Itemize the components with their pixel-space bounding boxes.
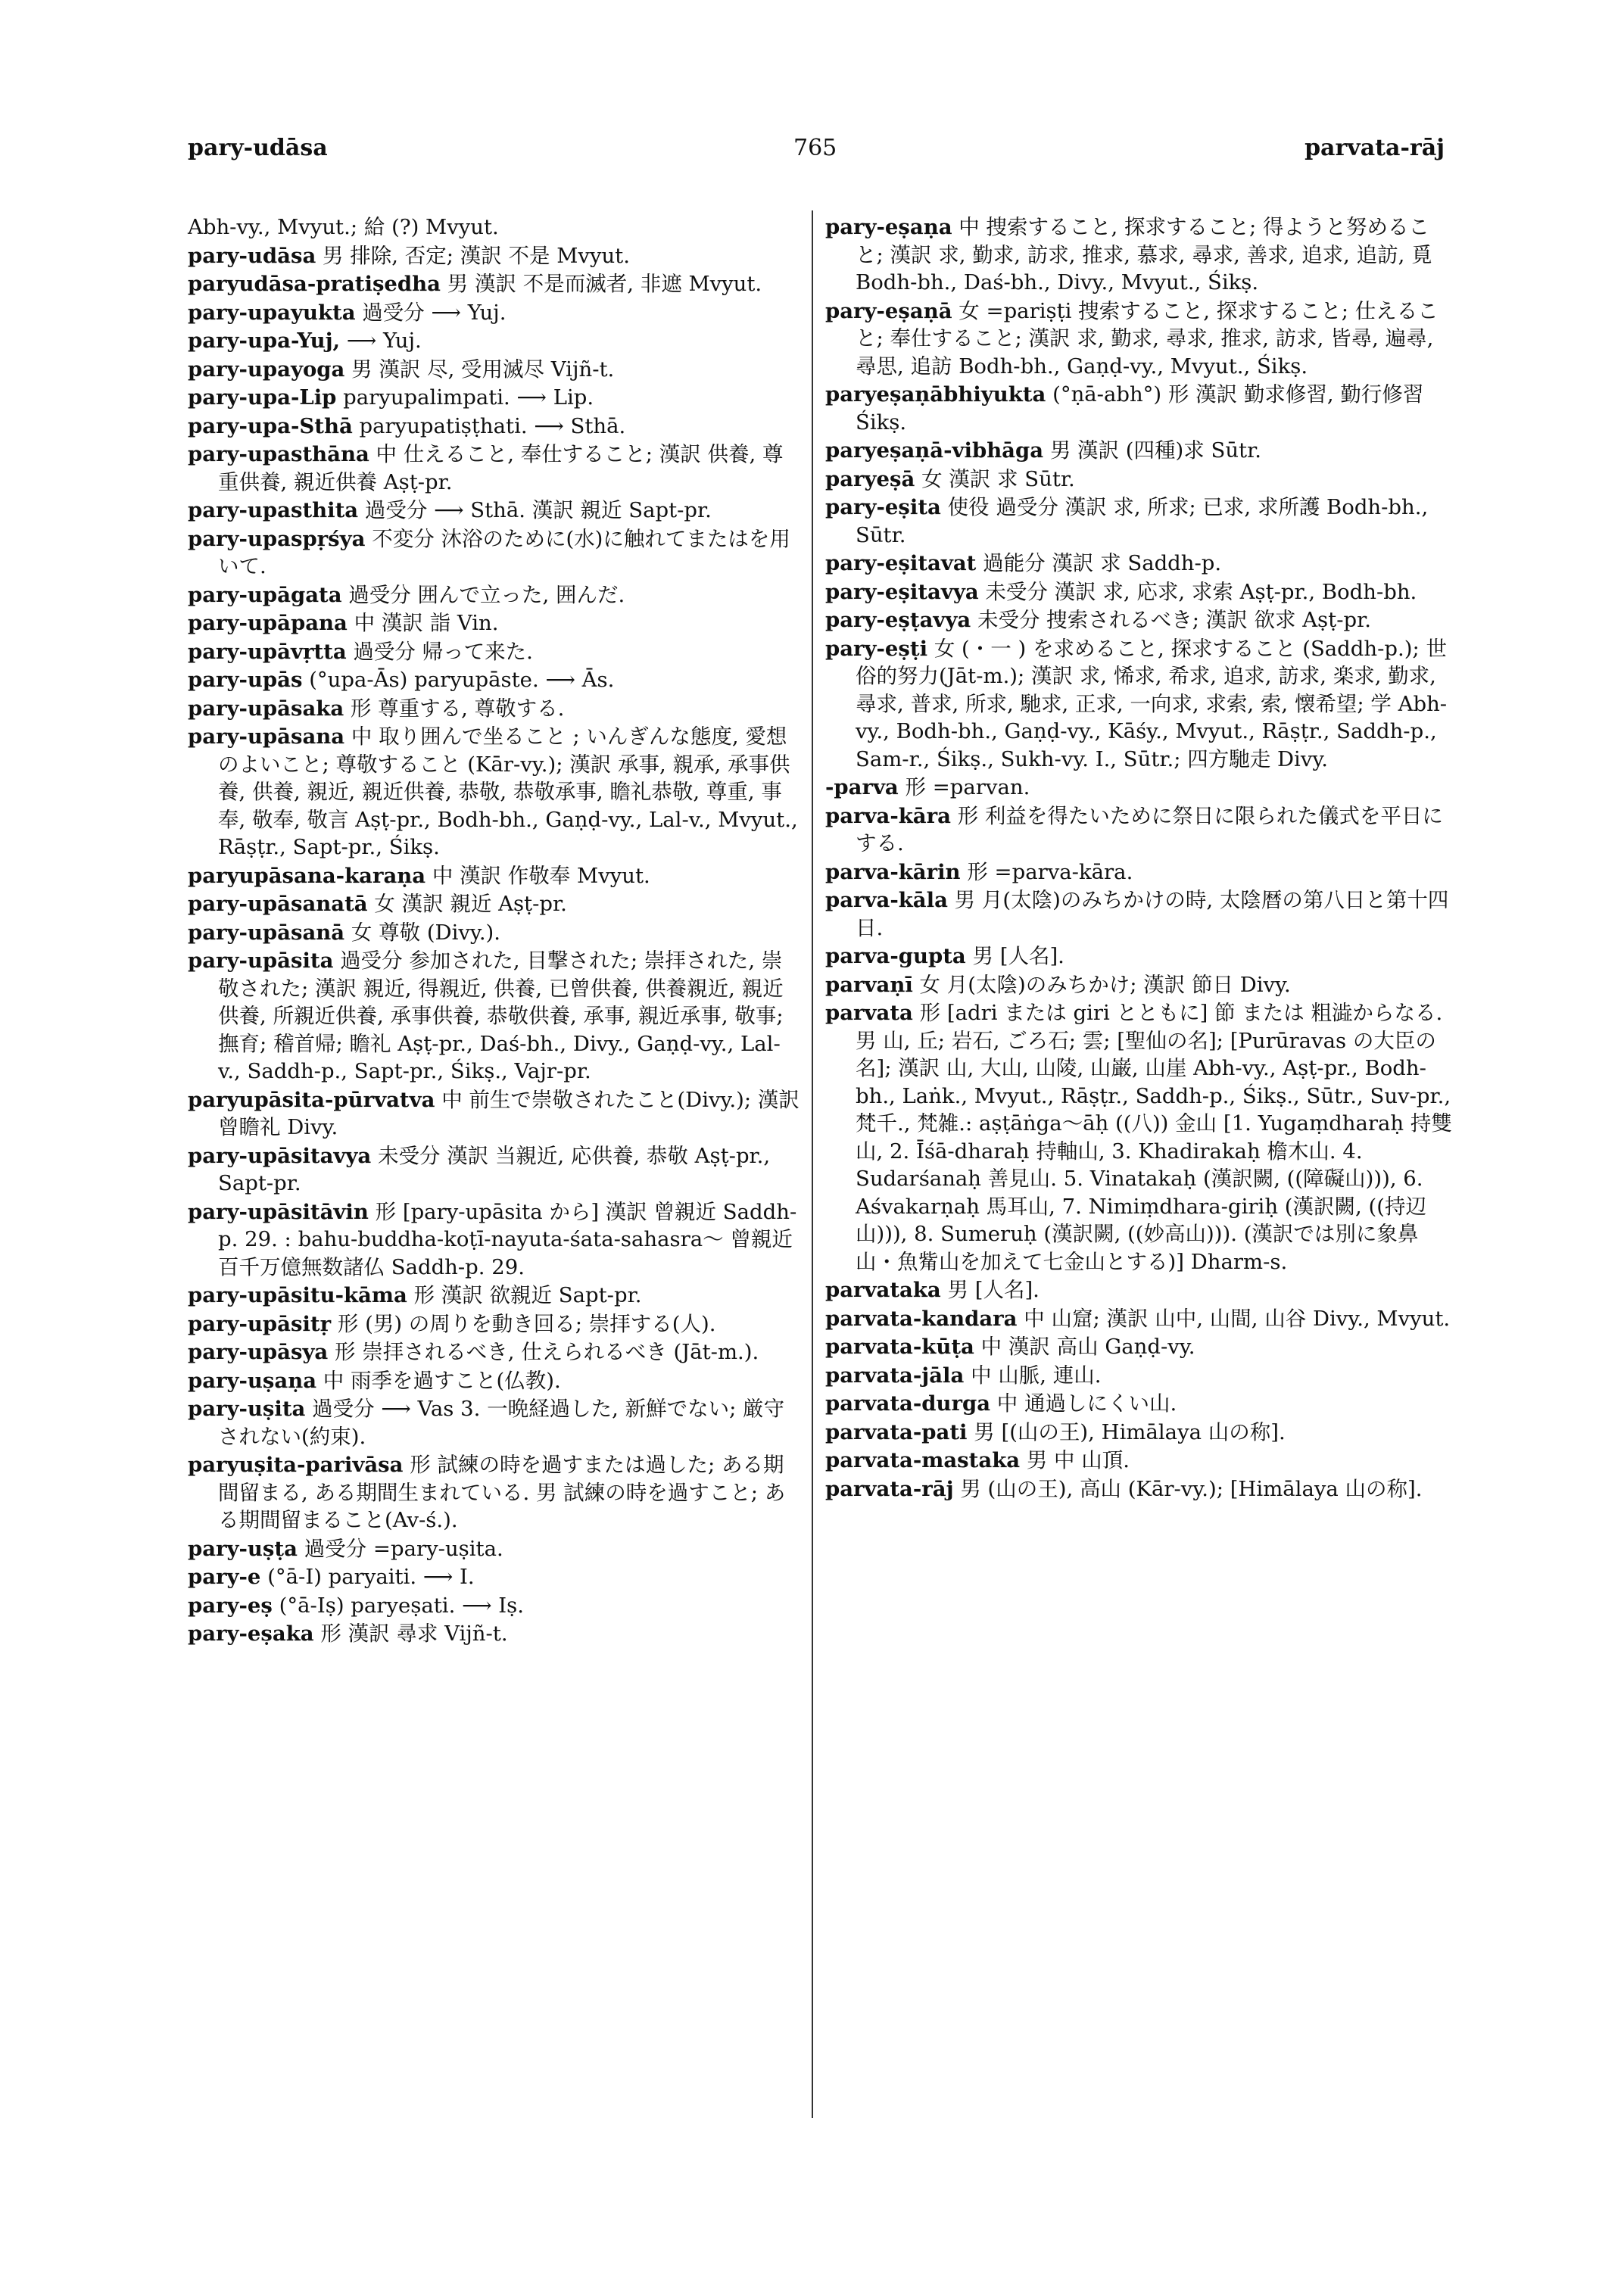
entry-definition: 形 崇拝されるべき, 仕えられるべき (Jāt-m.).	[335, 1340, 759, 1364]
entry-headword: pary-eṣṭi	[825, 636, 928, 661]
entry-headword: parva-kārin	[825, 859, 961, 884]
column-divider	[812, 210, 813, 2118]
entry-headword: pary-upāsitavya	[188, 1143, 372, 1168]
dictionary-entry	[825, 578, 1454, 606]
entry-headword: pary-upāsya	[188, 1340, 329, 1364]
entry-definition: 形 漢訳 尋求 Vijñ-t.	[320, 1622, 508, 1646]
entry-headword: pary-upāsita	[188, 949, 334, 973]
dictionary-entry	[825, 437, 1454, 465]
dictionary-entry	[188, 1338, 801, 1366]
entry-definition: 男 月(太陰)のみちかけの時, 太陰暦の第八日と第十四日.	[856, 888, 1449, 940]
entry-definition: 男 [人名].	[972, 944, 1064, 968]
entry-definition: 男 (山の王), 高山 (Kār-vy.); [Himālaya 山の称].	[960, 1476, 1423, 1501]
entry-headword: parvataka	[825, 1278, 941, 1302]
entry-headword: pary-upāsitāvin	[188, 1199, 369, 1224]
entry-headword: parvata-pati	[825, 1419, 968, 1444]
entry-headword: paryuṣita-parivāsa	[188, 1453, 404, 1477]
entry-definition: 中 通過しにくい山.	[996, 1391, 1177, 1416]
entry-headword: parvata-kūṭa	[825, 1335, 974, 1359]
header-last-headword: parvata-rāj	[1304, 135, 1445, 161]
dictionary-entry	[188, 497, 801, 525]
entry-definition: 不変分 沐浴のために(水)に触れてまたはを用いて.	[218, 526, 790, 578]
dictionary-entry	[825, 213, 1454, 297]
dictionary-entry	[188, 890, 801, 918]
dictionary-entry	[825, 494, 1454, 549]
entry-definition: 形 試練の時を過すまたは過した; ある期間留まる, ある期間生まれている. 男 試練の時を過すこと; ある期間留まること(Av-ś.).	[218, 1453, 786, 1532]
entry-headword: pary-udāsa	[188, 243, 316, 268]
entry-definition: 男 排除, 否定; 漢訳 不是 Mvyut.	[323, 243, 630, 268]
entry-definition: 形 (男) の周りを動き回る; 崇拝する(人).	[337, 1311, 716, 1336]
dictionary-entry	[188, 1142, 801, 1198]
entry-headword: pary-upāgata	[188, 582, 342, 607]
dictionary-entry	[188, 299, 801, 327]
entry-definition: 過能分 漢訳 求 Saddh-p.	[983, 551, 1222, 575]
entry-definition: (°upa-Ās) paryupāste. ⟶ Ās.	[309, 668, 615, 692]
entry-headword: parvaṇī	[825, 972, 913, 997]
page-number: 765	[793, 135, 837, 161]
entry-headword: pary-eṣ	[188, 1593, 273, 1618]
entry-headword: paryeṣaṇābhiyukta	[825, 382, 1046, 407]
entry-headword: parvata-rāj	[825, 1476, 954, 1501]
dictionary-entry	[825, 1305, 1454, 1333]
entry-definition: 形 漢訳 欲親近 Sapt-pr.	[413, 1283, 642, 1307]
entry-headword: pary-upaspṛśya	[188, 526, 366, 551]
dictionary-entry	[825, 886, 1454, 942]
dictionary-entry	[188, 413, 801, 441]
entry-definition: 女 月(太陰)のみちかけ; 漢訳 節日 Divy.	[919, 972, 1291, 997]
dictionary-entry	[825, 999, 1454, 1276]
entry-headword: pary-e	[188, 1565, 261, 1589]
dictionary-entry	[188, 1282, 801, 1310]
header-first-headword: pary-udāsa	[188, 135, 328, 161]
entry-headword: pary-eṣaṇā	[825, 298, 952, 323]
dictionary-entry	[188, 213, 801, 241]
entry-headword: parvata-kandara	[825, 1306, 1018, 1331]
entry-headword: pary-upāsana	[188, 724, 345, 749]
entry-headword: pary-upāsaka	[188, 696, 344, 721]
entry-definition: 形 利益を得たいために祭日に限られた儀式を平日にする.	[856, 803, 1443, 855]
entry-headword: parva-gupta	[825, 944, 966, 968]
dictionary-entry	[188, 1563, 801, 1591]
dictionary-entry	[188, 919, 801, 947]
entry-definition: 女 漢訳 求 Sūtr.	[921, 466, 1075, 491]
entry-headword: parvata-mastaka	[825, 1448, 1021, 1472]
entry-definition: 中 漢訳 高山 Gaṇḍ-vy.	[980, 1335, 1195, 1359]
entry-definition: 形 =parvan.	[905, 775, 1030, 799]
entry-definition: paryupalimpati. ⟶ Lip.	[343, 385, 594, 410]
entry-definition: 形 尊重する, 尊敬する.	[350, 696, 565, 721]
entry-headword: pary-uṣṭa	[188, 1536, 298, 1561]
dictionary-entry	[825, 1362, 1454, 1390]
entry-definition: 過受分 ⟶ Sthā. 漢訳 親近 Sapt-pr.	[364, 498, 712, 522]
dictionary-entry	[188, 1310, 801, 1338]
entry-definition: 男 中 山頂.	[1026, 1448, 1130, 1472]
entry-definition: 過受分 参加された, 目撃された; 崇拝された, 崇敬された; 漢訳 親近, 得親近, 供養, 已曾供養, 供養親近, 親近供養, 所親近供養, 承事供養, 恭敬供養, 承事, 親近承事, 敬事; 撫育; 稽首帰; 瞻礼 Aṣṭ-pr., Daś-bh., Divy., Gaṇḍ-vy., Lal-v., Saddh-p., Sapt-pr., Śikṣ., Vajr-pr.	[218, 949, 784, 1083]
entry-headword: paryupāsita-pūrvatva	[188, 1087, 435, 1112]
dictionary-entry	[188, 270, 801, 298]
entry-definition: 中 漢訳 作敬奉 Mvyut.	[432, 863, 650, 888]
dictionary-entry	[825, 1447, 1454, 1475]
entry-definition: 中 漢訳 詣 Vin.	[354, 611, 499, 635]
entry-definition: 中 前生で崇敬されたこと(Divy.); 漢訳 曾瞻礼 Divy.	[218, 1087, 800, 1139]
entry-headword: pary-upasthita	[188, 498, 359, 522]
entry-headword: pary-upāsitṛ	[188, 1311, 332, 1336]
entry-headword: pary-uṣita	[188, 1397, 306, 1421]
entry-headword: pary-eṣitavya	[825, 579, 979, 604]
dictionary-entry	[825, 1390, 1454, 1418]
entry-definition: 未受分 捜索されるべき; 漢訳 欲求 Aṣṭ-pr.	[977, 608, 1371, 632]
dictionary-entry	[188, 1620, 801, 1648]
dictionary-entry	[188, 1086, 801, 1142]
dictionary-entry	[188, 242, 801, 270]
entry-headword: pary-upāsanā	[188, 920, 345, 945]
entry-definition: 過受分 囲んで立った, 囲んだ.	[348, 582, 625, 607]
dictionary-entry	[188, 1535, 801, 1563]
entry-headword: paryeṣā	[825, 466, 915, 491]
dictionary-entry	[188, 638, 801, 666]
entry-definition: 女 漢訳 親近 Aṣṭ-pr.	[374, 892, 567, 916]
entry-definition: 形 [adri または giri とともに] 節 または 粗澁からなる. 男 山, 丘; 岩石, ごろ石; 雲; [聖仙の名]; [Purūravas の大臣の名]; 漢訳 山, 大山, 山陵, 山巌, 山崖 Abh-vy., Aṣṭ-pr., Bodh-bh., Laṅk., Mvyut., Rāṣṭr., Saddh-p., Śikṣ., Sūtr., Suv-pr., 梵千., 梵雑.: aṣṭāṅga～āḥ ((八)) 金山 [1. Yugaṃdharaḥ 持雙山, 2. Īśā-dharaḥ 持軸山, 3. Khadirakaḥ 檐木山. 4. Sudarśanaḥ 善見山. 5. Vinatakaḥ (漢訳闕, ((障礙山))), 6. Aśvakarṇaḥ 馬耳山, 7. Nimiṃdhara-giriḥ (漢訳闕, ((持辺山))), 8. Sumeruḥ (漢訳闕, ((妙高山))). (漢訳では別に象鼻山・魚觜山を加えて七金山とする)] Dharm-s.	[856, 1001, 1452, 1274]
entry-headword: parvata	[825, 1001, 913, 1025]
entry-definition: 男 漢訳 不是而滅者, 非遮 Mvyut.	[447, 272, 762, 296]
entry-definition: 中 取り囲んで坐ること ; いんぎんな態度, 愛想のよいこと; 尊敬すること (Kār-vy.); 漢訳 承事, 親承, 承事供養, 供養, 親近, 親近供養, 恭敬, 恭敬承事, 瞻礼恭敬, 尊重, 事奉, 敬奉, 敬言 Aṣṭ-pr., Bodh-bh., Gaṇḍ-vy., Lal-v., Mvyut., Rāṣṭr., Sapt-pr., Śikṣ.	[218, 724, 798, 859]
entry-definition: 過受分 =pary-uṣita.	[304, 1536, 503, 1561]
entry-definition: 中 雨季を過すこと(仏教).	[323, 1368, 561, 1393]
dictionary-entry	[188, 947, 801, 1086]
entry-headword: pary-upasthāna	[188, 442, 369, 466]
entry-definition: 男 漢訳 (四種)求 Sūtr.	[1049, 438, 1261, 463]
entry-headword: parvata-jāla	[825, 1363, 965, 1388]
entry-headword: pary-eṣitavat	[825, 551, 977, 575]
dictionary-entry	[825, 466, 1454, 494]
entry-definition: 使役 過受分 漢訳 求, 所求; 已求, 求所護 Bodh-bh., Sūtr.	[856, 495, 1429, 547]
entry-headword: pary-upa-Yuj,	[188, 329, 341, 353]
entry-definition: 中 山脈, 連山.	[971, 1363, 1102, 1388]
entry-definition: (°ṇā-abh°) 形 漢訳 勤求修習, 勤行修習 Śikṣ.	[856, 382, 1424, 435]
entry-headword: pary-upayoga	[188, 357, 345, 382]
dictionary-entry	[188, 1395, 801, 1450]
entry-headword: pary-upāsitu-kāma	[188, 1283, 407, 1307]
entry-definition: 未受分 漢訳 当親近, 応供養, 恭敬 Aṣṭ-pr., Sapt-pr.	[218, 1143, 771, 1195]
entry-headword: paryupāsana-karaṇa	[188, 863, 426, 888]
dictionary-entry	[188, 695, 801, 723]
entry-definition: 過受分 帰って来た.	[353, 639, 533, 664]
dictionary-entry	[825, 606, 1454, 634]
entry-headword: parva-kāra	[825, 803, 951, 828]
entry-headword: pary-upāpana	[188, 611, 348, 635]
entry-definition: 男 漢訳 尽, 受用滅尽 Vijñ-t.	[351, 357, 615, 382]
dictionary-entry	[825, 298, 1454, 381]
dictionary-entry	[825, 1333, 1454, 1361]
right-column	[825, 213, 1454, 1503]
entry-headword: pary-eṣita	[825, 495, 941, 519]
dictionary-entry	[825, 550, 1454, 578]
entry-definition: 中 捜索すること, 探求すること; 得ようと努めること; 漢訳 求, 勤求, 訪求, 推求, 慕求, 尋求, 善求, 追求, 追訪, 覓 Bodh-bh., Daś-bh., Divy., Mvyut., Śikṣ.	[856, 215, 1432, 294]
entry-definition: 女 尊敬 (Divy.).	[351, 920, 501, 945]
entry-definition: 男 [人名].	[947, 1278, 1040, 1302]
entry-headword: pary-upāvṛtta	[188, 639, 347, 664]
entry-headword: parva-kāla	[825, 888, 948, 912]
entry-headword: paryeṣaṇā-vibhāga	[825, 438, 1044, 463]
entry-headword: -parva	[825, 775, 899, 799]
entry-headword: paryudāsa-pratiṣedha	[188, 272, 441, 296]
entry-definition: 形 =parva-kāra.	[967, 859, 1133, 884]
dictionary-entry	[188, 384, 801, 412]
entry-definition: 女 =pariṣṭi 捜索すること, 探求すること; 仕えること; 奉仕すること; 漢訳 求, 勤求, 尋求, 推求, 訪求, 皆尋, 遍尋, 尋思, 追訪 Bodh-bh., Gaṇḍ-vy., Mvyut., Śikṣ.	[856, 298, 1439, 379]
dictionary-entry	[188, 1198, 801, 1282]
dictionary-entry	[825, 858, 1454, 886]
entry-definition: 過受分 ⟶ Yuj.	[362, 300, 507, 325]
entry-definition: 女 (・一 ) を求めること, 探求すること (Saddh-p.); 世俗的努力(Jāt-m.); 漢訳 求, 悕求, 希求, 追求, 訪求, 楽求, 勤求, 尋求, 普求, 所求, 馳求, 正求, 一向求, 求索, 索, 懐希望; 学 Abh-vy., Bodh-bh., Gaṇḍ-vy., Kāśy., Mvyut., Rāṣṭr., Saddh-p., Sam-r., Śikṣ., Sukh-vy. I., Sūtr.; 四方馳走 Divy.	[856, 636, 1448, 771]
dictionary-entry	[188, 327, 801, 355]
entry-definition: 男 [(山の王), Himālaya 山の称].	[974, 1419, 1286, 1444]
dictionary-entry	[188, 356, 801, 384]
dictionary-entry	[188, 581, 801, 609]
dictionary-entry	[188, 441, 801, 496]
dictionary-entry	[188, 1592, 801, 1620]
dictionary-entry	[825, 971, 1454, 999]
entry-headword: pary-eṣṭavya	[825, 608, 971, 632]
entry-definition: ⟶ Yuj.	[346, 329, 422, 353]
left-column	[188, 213, 801, 1649]
dictionary-entry	[188, 723, 801, 861]
entry-headword: parvata-durga	[825, 1391, 991, 1416]
dictionary-entry	[825, 1276, 1454, 1304]
entry-definition: (°ā-Iṣ) paryeṣati. ⟶ Iṣ.	[279, 1593, 524, 1618]
entry-headword: pary-upās	[188, 668, 303, 692]
entry-definition: 未受分 漢訳 求, 応求, 求索 Aṣṭ-pr., Bodh-bh.	[985, 579, 1417, 604]
dictionary-entry	[188, 1451, 801, 1534]
entry-definition: Abh-vy., Mvyut.; 給 (?) Mvyut.	[188, 215, 499, 239]
dictionary-entry	[825, 381, 1454, 436]
entry-definition: 中 山窟; 漢訳 山中, 山間, 山谷 Divy., Mvyut.	[1024, 1306, 1451, 1331]
entry-definition: paryupatiṣṭhati. ⟶ Sthā.	[359, 413, 626, 438]
dictionary-entry	[825, 1475, 1454, 1503]
entry-headword: pary-upayukta	[188, 300, 356, 325]
dictionary-entry	[188, 609, 801, 637]
entry-definition: 形 [pary-upāsita から] 漢訳 曾親近 Saddh-p. 29. : bahu-buddha-koṭī-nayuta-śata-sahasra～ 曾親近百千万億無数諸仏 Saddh-p. 29.	[218, 1199, 797, 1279]
entry-definition: 中 仕えること, 奉仕すること; 漢訳 供養, 尊重供養, 親近供養 Aṣṭ-pr.	[218, 442, 784, 494]
dictionary-entry	[825, 802, 1454, 858]
dictionary-entry	[825, 635, 1454, 774]
dictionary-entry	[188, 666, 801, 694]
dictionary-entry	[188, 862, 801, 890]
dictionary-entry	[825, 942, 1454, 970]
entry-headword: pary-upāsanatā	[188, 892, 368, 916]
entry-headword: pary-eṣaka	[188, 1622, 314, 1646]
dictionary-entry	[188, 525, 801, 581]
entry-headword: pary-eṣaṇa	[825, 215, 952, 239]
running-header	[188, 135, 1445, 180]
dictionary-entry	[825, 1419, 1454, 1447]
entry-definition: (°ā-I) paryaiti. ⟶ I.	[267, 1565, 475, 1589]
entry-headword: pary-upa-Lip	[188, 385, 337, 410]
dictionary-entry	[825, 774, 1454, 802]
dictionary-entry	[188, 1367, 801, 1395]
entry-definition: 過受分 ⟶ Vas 3. 一晩経過した, 新鮮でない; 厳守されない(約束).	[218, 1397, 785, 1449]
entry-headword: pary-uṣaṇa	[188, 1368, 317, 1393]
entry-headword: pary-upa-Sthā	[188, 413, 353, 438]
